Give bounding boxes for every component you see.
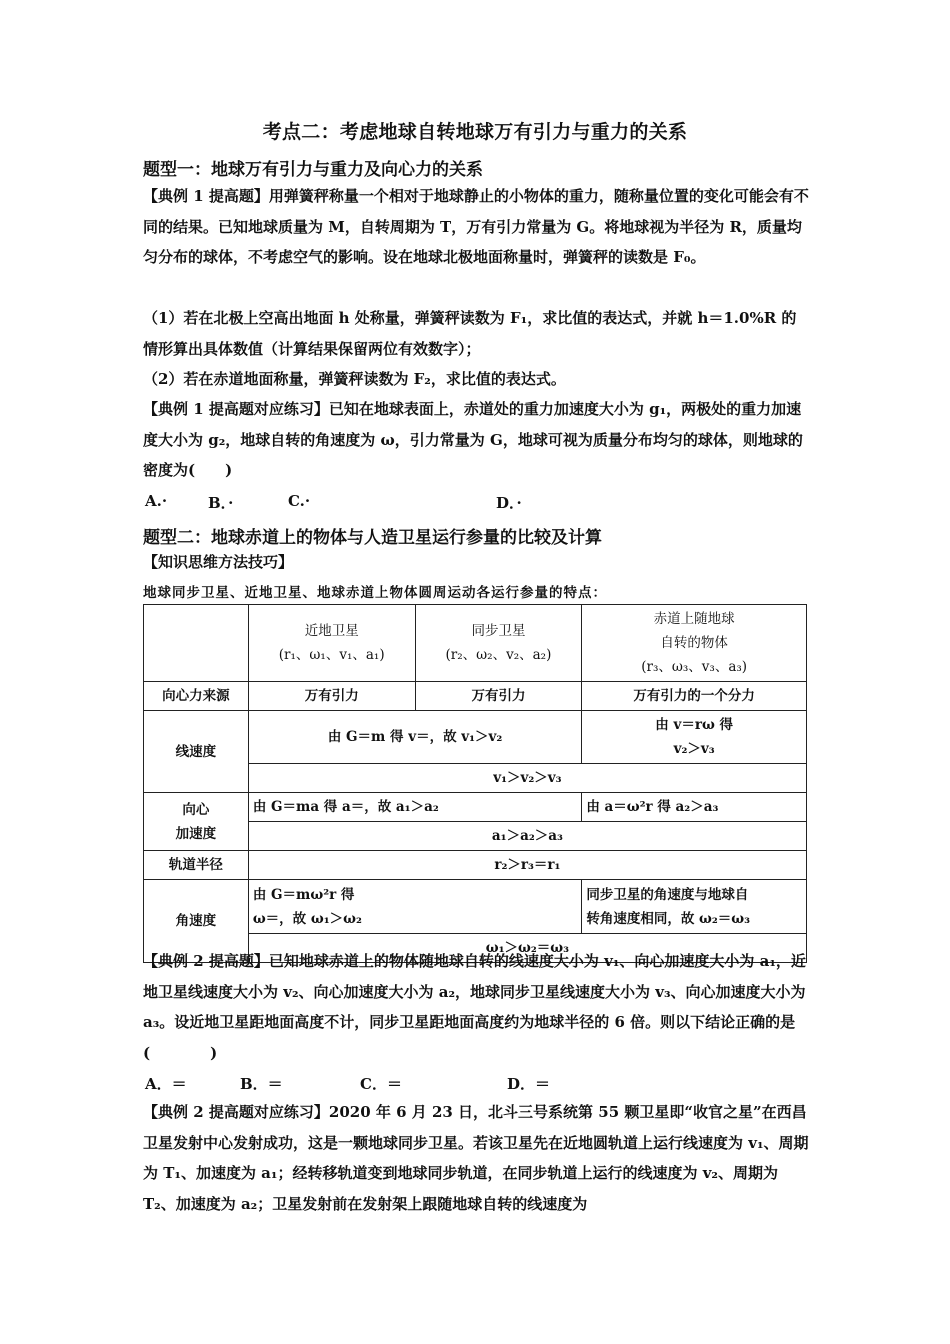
option2-b: B．＝ (240, 1075, 283, 1093)
row-label-velocity: 线速度 (144, 711, 249, 793)
example2-practice-tag: 【典例 2 提高题对应练习】 (143, 1103, 329, 1121)
cell-force-1: 万有引力 (248, 682, 415, 711)
method-tag: 【知识思维方法技巧】 (143, 553, 294, 571)
header-near-earth: 近地卫星 (r₁、ω₁、v₁、a₁) (248, 605, 415, 682)
example1-practice (143, 394, 809, 486)
row-label-angular: 角速度 (144, 880, 249, 963)
comparison-table (143, 604, 807, 963)
cell-angular-12: 由 G＝mω²r 得 ω＝，故 ω₁＞ω₂ (248, 880, 582, 934)
row-label-radius: 轨道半径 (144, 851, 249, 880)
example1-practice-text: 已知在地球表面上，赤道处的重力加速度大小为 g₁，两极处的重力加速度大小为 g₂，地球自转的角速度为 ω，引力常量为 G，地球可视为质量分布均匀的球体，则地球的密度为( ) (143, 400, 803, 479)
cell-velocity-12: 由 G＝m 得 v＝，故 v₁＞v₂ (248, 711, 582, 764)
cell-radius-all: r₂＞r₃＝r₁ (248, 851, 806, 880)
cell-angular-3: 同步卫星的角速度与地球自 转角速度相同，故 ω₂＝ω₃ (582, 880, 807, 934)
table-row-acceleration (144, 793, 807, 822)
page-title: 考点二：考虑地球自转地球万有引力与重力的关系 (262, 121, 688, 143)
option-a: A.· (145, 492, 168, 510)
table-row-radius (144, 851, 807, 880)
section1-heading: 题型一：地球万有引力与重力及向心力的关系 (143, 160, 483, 180)
example2-tag: 【典例 2 提高题】 (143, 952, 269, 970)
row-label-acceleration: 向心 加速度 (144, 793, 249, 851)
cell-force-3: 万有引力的一个分力 (582, 682, 807, 711)
table-row-velocity (144, 711, 807, 764)
example2 (143, 946, 809, 1068)
cell-velocity-all: v₁＞v₂＞v₃ (248, 764, 806, 793)
cell-velocity-3: 由 v＝rω 得 v₂＞v₃ (582, 711, 807, 764)
cell-acceleration-12: 由 G＝ma 得 a＝，故 a₁＞a₂ (248, 793, 582, 822)
example2-practice-text: 2020 年 6 月 23 日，北斗三号系统第 55 颗卫星即“收官之星”在西昌卫星发射中心发射成功，这是一颗地球同步卫星。若该卫星先在近地圆轨道上运行线速度为 v₁、周期为 T₁、加速度为 a₁；经转移轨道变到地球同步轨道，在同步轨道上运行的线速度为 v₂、周期为 T₂、加速度为 a₂；卫星发射前在发射架上跟随地球自转的线速度为 (143, 1103, 809, 1213)
option-c: C.· (288, 492, 311, 510)
cell-angular-all: ω₁＞ω₂＝ω₃ (248, 934, 806, 963)
table-corner-cell (144, 605, 249, 682)
table-row-angular (144, 880, 807, 934)
option-d: D．· (496, 494, 522, 512)
example1 (143, 181, 809, 273)
table-row-force (144, 682, 807, 711)
option2-a: A．＝ (145, 1075, 187, 1093)
example2-text: 已知地球赤道上的物体随地球自转的线速度大小为 v₁、向心加速度大小为 a₁，近地卫星线速度大小为 v₂、向心加速度大小为 a₂，地球同步卫星线速度大小为 v₃、向心加速度大小为 a₃。设近地卫星距地面高度不计，同步卫星距地面高度约为地球半径的 6 倍。则以下结论正确的是( ) (143, 952, 806, 1062)
option2-c: C．＝ (360, 1075, 402, 1093)
example1-practice-tag: 【典例 1 提高题对应练习】 (143, 400, 329, 418)
option2-d: D．＝ (507, 1075, 551, 1093)
cell-acceleration-3: 由 a＝ω²r 得 a₂＞a₃ (582, 793, 807, 822)
section2-heading: 题型二：地球赤道上的物体与人造卫星运行参量的比较及计算 (143, 528, 602, 548)
cell-acceleration-all: a₁＞a₂＞a₃ (248, 822, 806, 851)
question-1: （1）若在北极上空高出地面 h 处称量，弹簧秤读数为 F₁，求比值的表达式，并就 h＝1.0%R 的情形算出具体数值（计算结果保留两位有效数字）； (143, 309, 797, 358)
cell-force-2: 万有引力 (415, 682, 582, 711)
option-b: B．· (208, 494, 234, 512)
header-synchronous: 同步卫星 (r₂、ω₂、v₂、a₂) (415, 605, 582, 682)
header-equator-object: 赤道上随地球 自转的物体 (r₃、ω₃、v₃、a₃) (582, 605, 807, 682)
table-intro: 地球同步卫星、近地卫星、地球赤道上物体圆周运动各运行参量的特点： (143, 585, 607, 601)
example1-text: 用弹簧秤称量一个相对于地球静止的小物体的重力，随称量位置的变化可能会有不同的结果。已知地球质量为 M，自转周期为 T，万有引力常量为 G。将地球视为半径为 R，质量均匀分布的球体，不考虑空气的影响。设在地球北极地面称量时，弹簧秤的读数是 F₀。 (143, 187, 809, 266)
table-header-row (144, 605, 807, 682)
example1-tag: 【典例 1 提高题】 (143, 187, 269, 205)
question-2: （2）若在赤道地面称量，弹簧秤读数为 F₂，求比值的表达式。 (143, 370, 566, 388)
row-label-force: 向心力来源 (144, 682, 249, 711)
example2-practice (143, 1097, 809, 1219)
